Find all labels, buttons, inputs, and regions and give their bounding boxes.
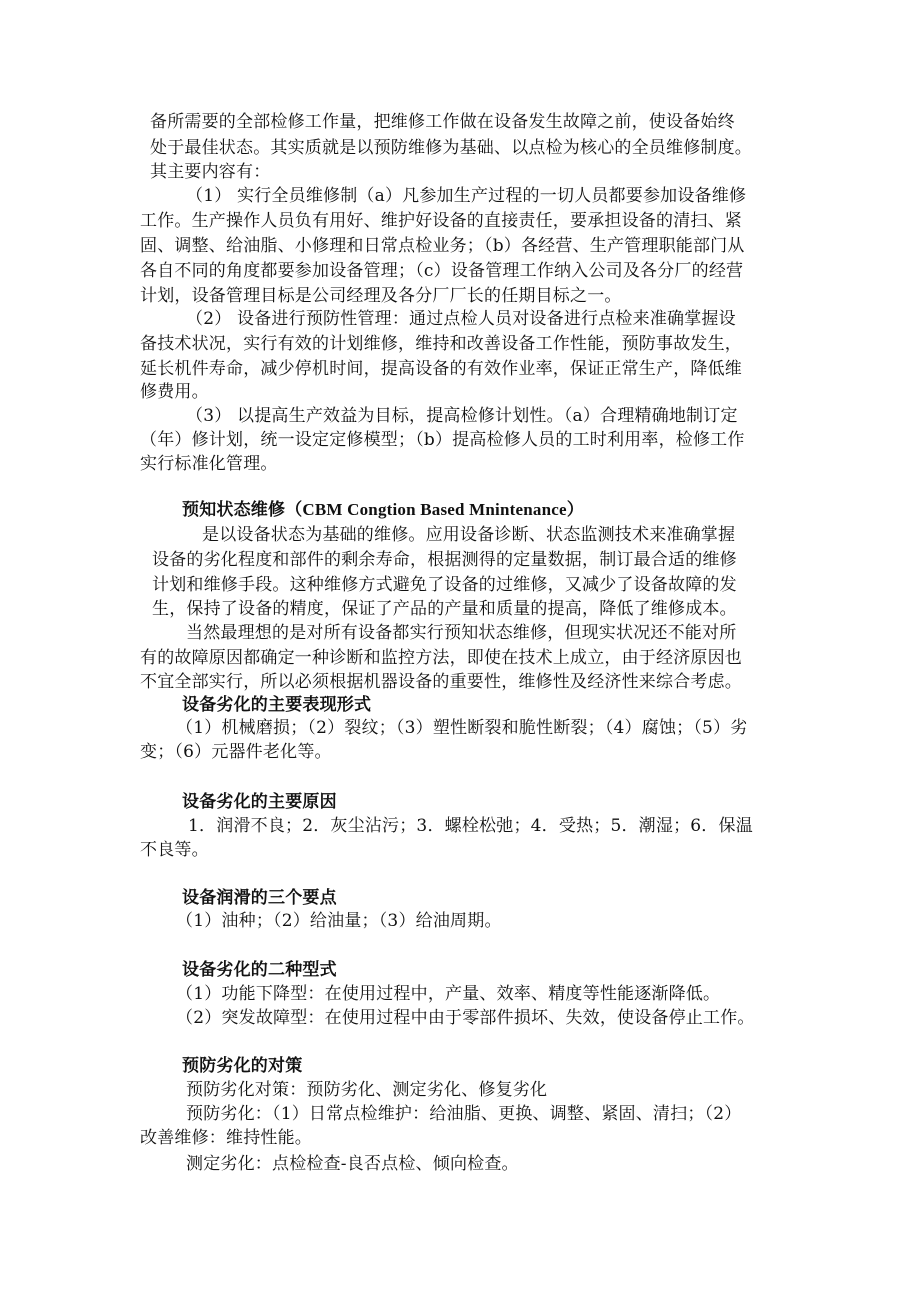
- text-line: 计划和维修手段。这种维修方式避免了设备的过维修，又减少了设备故障的发: [152, 575, 737, 595]
- text-line: 变；（6）元器件老化等。: [140, 742, 332, 762]
- text-line: （1）功能下降型：在使用过程中，产量、效率、精度等性能逐渐降低。: [176, 984, 721, 1004]
- text-line: 计划，设备管理目标是公司经理及各分厂厂长的任期目标之一。: [140, 286, 622, 306]
- text-line: （3） 以提高生产效益为目标，提高检修计划性。（a）合理精确地制订定: [186, 406, 738, 426]
- section-heading: 设备劣化的主要表现形式: [182, 695, 372, 714]
- text-line: 实行标准化管理。: [140, 454, 278, 474]
- text-line: 不良等。: [140, 840, 209, 860]
- text-line: 是以设备状态为基础的维修。应用设备诊断、状态监测技术来准确掌握: [202, 525, 736, 545]
- text-line: （2） 设备进行预防性管理：通过点检人员对设备进行点检来准确掌握设: [186, 309, 736, 329]
- text-line: （1）机械磨损；（2）裂纹；（3）塑性断裂和脆性断裂；（4）腐蚀；（5）劣: [176, 718, 748, 738]
- text-line: 工作。生产操作人员负有用好、维护好设备的直接责任，要承担设备的清扫、紧: [140, 211, 742, 231]
- section-heading: 设备劣化的二种型式: [182, 960, 337, 979]
- text-line: （年）修计划，统一设定定修模型；（b）提高检修人员的工时利用率，检修工作: [140, 430, 745, 450]
- text-line: 预防劣化：（1）日常点检维护：给油脂、更换、调整、紧固、清扫；（2）: [186, 1104, 742, 1124]
- text-line: 不宜全部实行，所以必须根据机器设备的重要性，维修性及经济性来综合考虑。: [140, 672, 742, 692]
- text-line: 当然最理想的是对所有设备都实行预知状态维修，但现实状况还不能对所: [186, 623, 737, 643]
- text-line: 延长机件寿命，减少停机时间，提高设备的有效作业率，保证正常生产，降低维: [140, 359, 742, 379]
- text-line: 预防劣化对策：预防劣化、测定劣化、修复劣化: [186, 1080, 548, 1100]
- text-line: 各自不同的角度都要参加设备管理；（c）设备管理工作纳入公司及各分厂的经营: [140, 261, 744, 281]
- text-line: （2）突发故障型：在使用过程中由于零部件损坏、失效，使设备停止工作。: [176, 1008, 755, 1028]
- text-line: 测定劣化：点检检查-良否点检、倾向检查。: [186, 1154, 519, 1174]
- text-line: 有的故障原因都确定一种诊断和监控方法，即使在技术上成立，由于经济原因也: [140, 648, 742, 668]
- section-heading: 设备润滑的三个要点: [182, 888, 337, 907]
- section-heading: 预知状态维修（CBM Congtion Based Mnintenance）: [182, 500, 584, 519]
- text-line: 处于最佳状态。其实质就是以预防维修为基础、以点检为核心的全员维修制度。: [150, 138, 752, 158]
- text-line: （1）油种；（2）给油量；（3）给油周期。: [176, 911, 502, 931]
- text-line: 备技术状况，实行有效的计划维修，维持和改善设备工作性能，预防事故发生，: [140, 334, 742, 354]
- text-line: 备所需要的全部检修工作量，把维修工作做在设备发生故障之前，使设备始终: [150, 112, 735, 132]
- text-line: 改善维修：维持性能。: [140, 1128, 312, 1148]
- section-heading: 预防劣化的对策: [182, 1056, 303, 1075]
- text-line: 其主要内容有：: [150, 162, 271, 182]
- text-line: 生，保持了设备的精度，保证了产品的产量和质量的提高，降低了维修成本。: [152, 599, 737, 619]
- text-line: 1．润滑不良；2．灰尘沾污；3．螺栓松弛；4．受热；5．潮湿；6．保温: [188, 816, 753, 836]
- text-line: 固、调整、给油脂、小修理和日常点检业务；（b）各经营、生产管理职能部门从: [140, 236, 745, 256]
- section-heading: 设备劣化的主要原因: [182, 792, 337, 811]
- text-line: 设备的劣化程度和部件的剩余寿命，根据测得的定量数据，制订最合适的维修: [152, 550, 737, 570]
- text-line: 修费用。: [140, 382, 209, 402]
- text-line: （1） 实行全员维修制（a）凡参加生产过程的一切人员都要参加设备维修: [186, 186, 747, 206]
